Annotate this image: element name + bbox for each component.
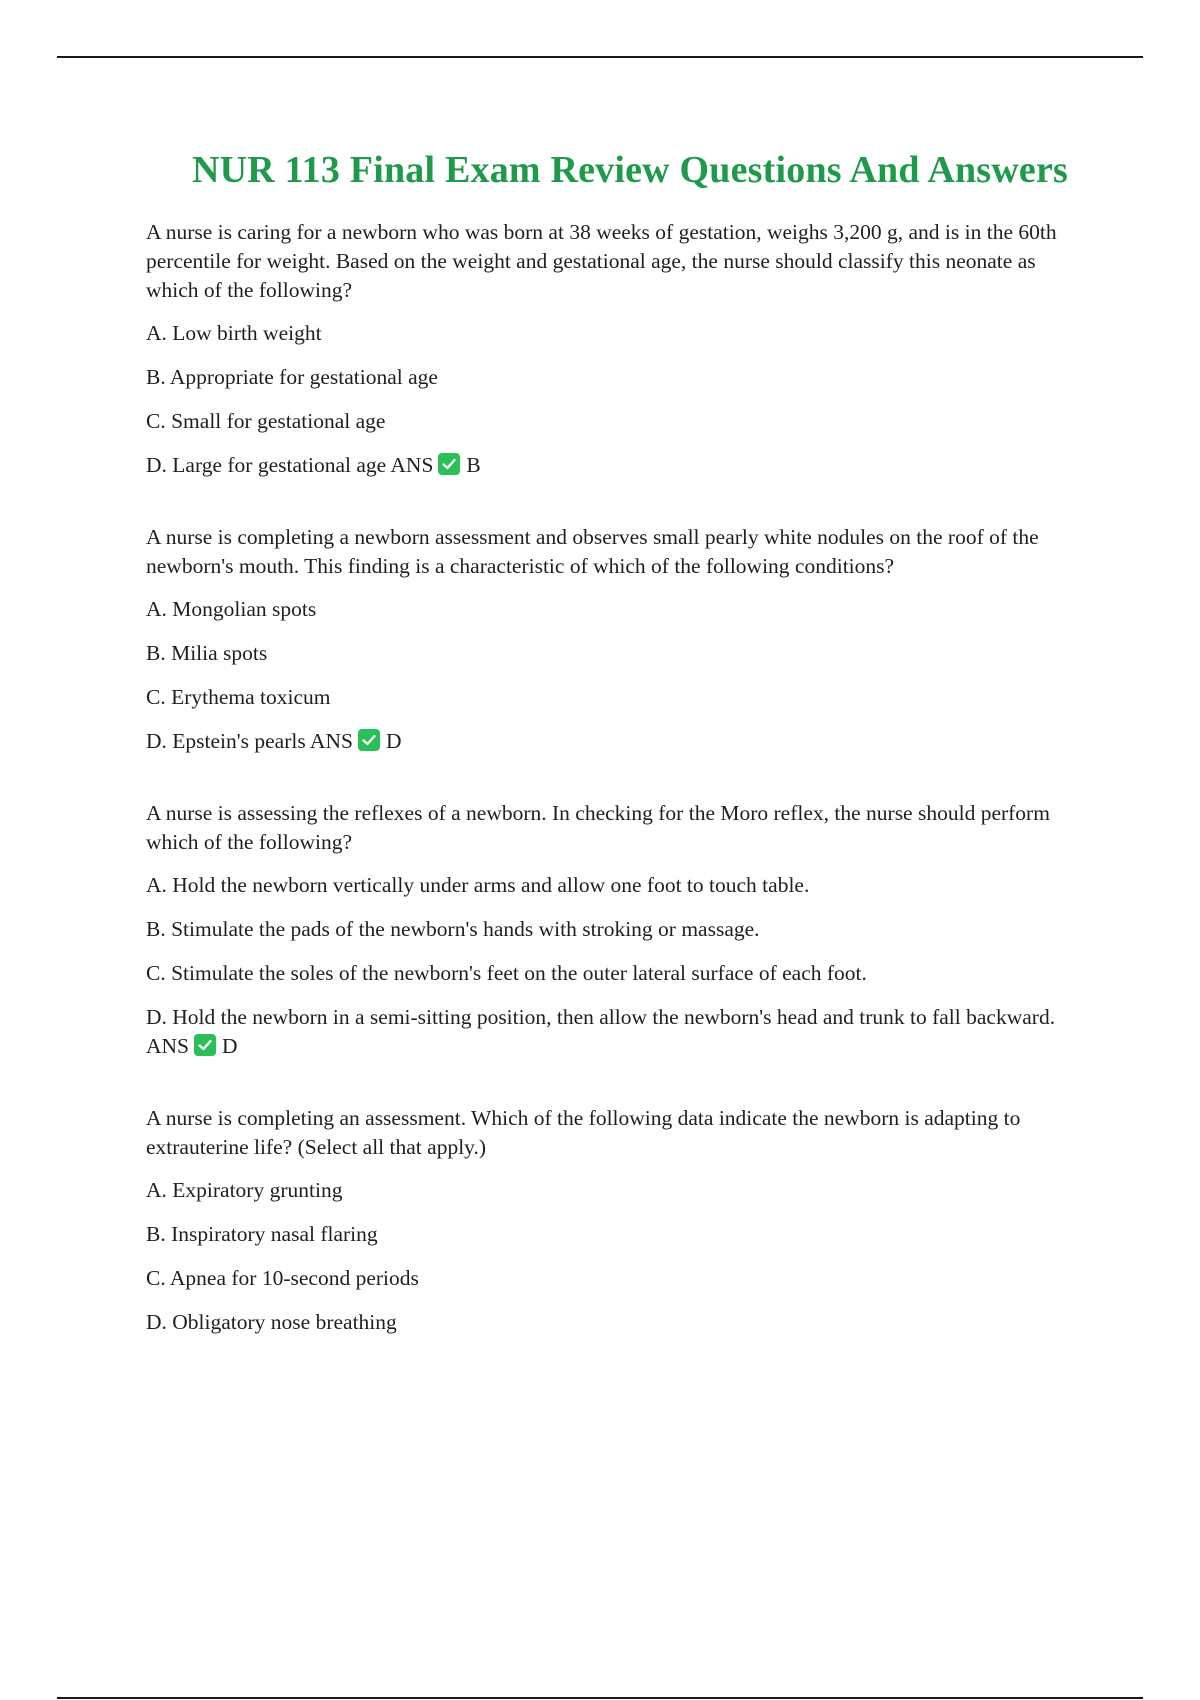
option-b: B. Inspiratory nasal flaring <box>146 1222 378 1246</box>
document-title: NUR 113 Final Exam Review Questions And Answers <box>191 149 1069 191</box>
check-icon <box>194 1034 216 1056</box>
question-block-2 <box>146 523 1090 756</box>
option-d-with-answer <box>146 1003 1090 1061</box>
answer-letter: D <box>385 729 402 753</box>
question-block-3 <box>146 799 1090 1061</box>
question-block-1 <box>146 218 1090 480</box>
option-a: A. Expiratory grunting <box>146 1178 343 1202</box>
answer-marker: ANS <box>390 453 434 477</box>
option-d-with-answer <box>146 451 1090 480</box>
option-d-text: D. Epstein's pearls <box>146 729 306 753</box>
option-d-text: D. Hold the newborn in a semi-sitting position, then allow the newborn's head and trunk to fall backward. <box>146 1005 1056 1029</box>
question-prompt: A nurse is assessing the reflexes of a newborn. In checking for the Moro reflex, the nurse should perform which of the following? <box>146 801 1050 854</box>
question-prompt: A nurse is caring for a newborn who was born at 38 weeks of gestation, weighs 3,200 g, and is in the 60th percentile for weight. Based on the weight and gestational age, the nurse should classify this neonate as which of the following? <box>146 220 1057 302</box>
option-c: C. Small for gestational age <box>146 409 386 433</box>
option-d: D. Obligatory nose breathing <box>146 1310 397 1334</box>
option-c: C. Stimulate the soles of the newborn's feet on the outer lateral surface of each foot. <box>146 961 867 985</box>
footer-rule <box>57 1697 1143 1699</box>
check-icon <box>438 453 460 475</box>
check-icon <box>358 729 380 751</box>
header-rule <box>57 56 1143 58</box>
option-d-text: D. Large for gestational age <box>146 453 387 477</box>
answer-marker: ANS <box>146 1034 190 1058</box>
answer-letter: B <box>466 453 481 477</box>
question-block-4 <box>146 1104 1090 1337</box>
question-prompt: A nurse is completing an assessment. Which of the following data indicate the newborn is adapting to extrauterine life? (Select all that apply.) <box>146 1106 1021 1159</box>
option-b: B. Appropriate for gestational age <box>146 365 438 389</box>
option-c: C. Erythema toxicum <box>146 685 331 709</box>
option-a: A. Mongolian spots <box>146 597 317 621</box>
option-a: A. Hold the newborn vertically under arms and allow one foot to touch table. <box>146 873 810 897</box>
option-b: B. Stimulate the pads of the newborn's hands with stroking or massage. <box>146 917 760 941</box>
option-a: A. Low birth weight <box>146 321 322 345</box>
option-c: C. Apnea for 10-second periods <box>146 1266 419 1290</box>
option-b: B. Milia spots <box>146 641 268 665</box>
option-d-with-answer <box>146 727 1090 756</box>
document-body <box>146 140 1090 1352</box>
answer-marker: ANS <box>309 729 353 753</box>
question-prompt: A nurse is completing a newborn assessment and observes small pearly white nodules on the roof of the newborn's mouth. This finding is a characteristic of which of the following conditions? <box>146 525 1039 578</box>
answer-letter: D <box>222 1034 238 1058</box>
